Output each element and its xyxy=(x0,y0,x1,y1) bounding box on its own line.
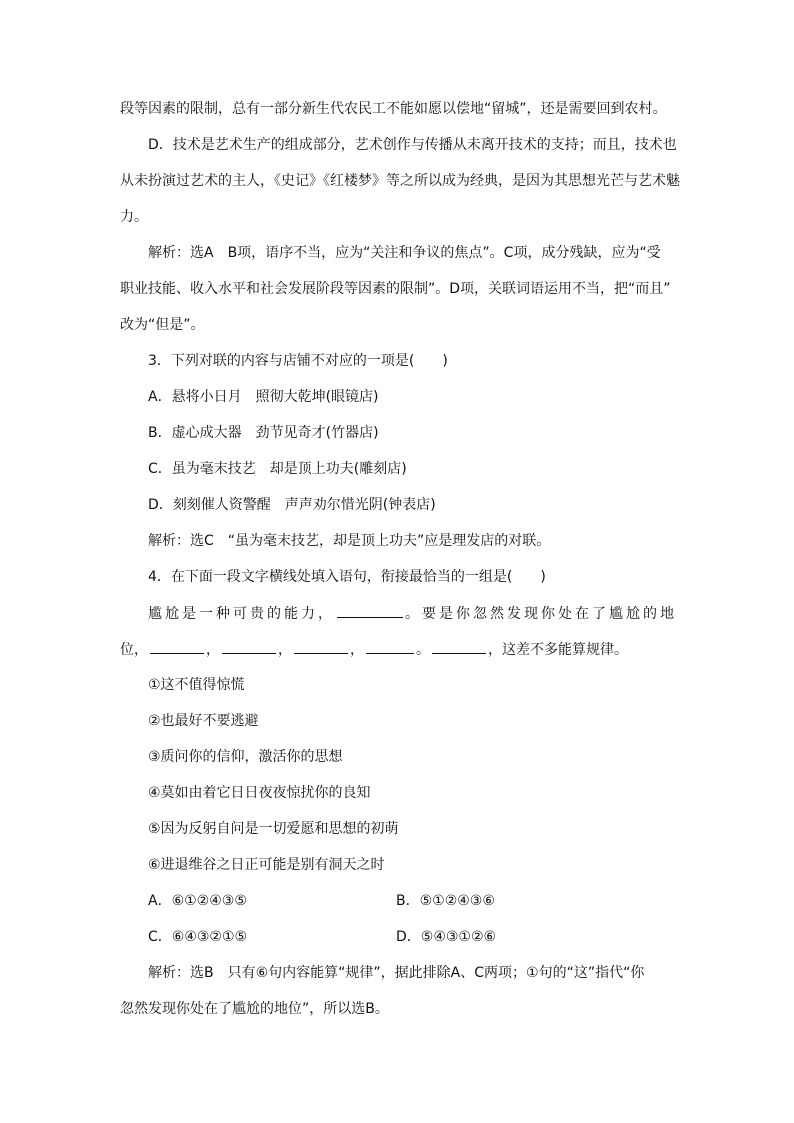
analysis-2-line-2: 职业技能、收入水平和社会发展阶段等因素的限制”。D项，关联词语运用不当，把“而且” xyxy=(120,281,671,297)
passage-text: 。要是你忽然发现你处在了尴尬的地 xyxy=(405,606,677,622)
passage-text: 尴尬是一种可贵的能力， xyxy=(148,606,335,622)
question-4-option-a: A．⑥①②④③⑤ xyxy=(148,893,247,909)
analysis-4-line-1: 解析：选B 只有⑥句内容能算“规律”，据此排除A、C两项；①句的“这”指代“你 xyxy=(148,965,645,981)
question-3-option-a: A．悬将小日月 照彻大乾坤(眼镜店) xyxy=(148,389,379,405)
question-4-passage-line-2 xyxy=(120,639,680,660)
question-3-option-b: B．虚心成大器 劲节见奇才(竹器店) xyxy=(148,425,379,441)
passage-text: ，这差不多能算规律。 xyxy=(488,642,628,658)
sentence-3: ③质问你的信仰，激活你的思想 xyxy=(148,749,343,765)
question-3-stem: 3．下列对联的内容与店铺不对应的一项是( ) xyxy=(148,353,448,369)
question-4-passage-line-1 xyxy=(148,603,680,624)
sentence-2: ②也最好不要逃避 xyxy=(148,713,259,729)
fill-blank xyxy=(294,639,348,654)
question-3-option-c: C．虽为毫末技艺 却是顶上功夫(雕刻店) xyxy=(148,461,407,477)
sentence-4: ④莫如由着它日日夜夜惊扰你的良知 xyxy=(148,785,371,801)
analysis-2-line-3: 改为“但是”。 xyxy=(120,317,205,333)
fill-blank xyxy=(150,639,204,654)
comma: ， xyxy=(278,642,292,658)
fill-blank xyxy=(222,639,276,654)
fill-blank xyxy=(366,639,414,654)
sentence-6: ⑥进退维谷之日正可能是别有洞天之时 xyxy=(148,857,385,873)
fill-blank xyxy=(432,639,486,654)
sentence-5: ⑤因为反躬自问是一切爱愿和思想的初萌 xyxy=(148,821,399,837)
question-3-option-d: D．刻刻催人资警醒 声声劝尔惜光阴(钟表店) xyxy=(148,497,436,513)
analysis-2-line-1: 解析：选A B项，语序不当，应为“关注和争议的焦点”。C项，成分残缺，应为“受 xyxy=(148,245,661,261)
question-4-stem: 4．在下面一段文字横线处填入语句，衔接最恰当的一组是( ) xyxy=(148,569,546,585)
option-d-line-1: D．技术是艺术生产的组成部分，艺术创作与传播从未离开技术的支持；而且，技术也 xyxy=(148,137,677,153)
question-4-options-row-2 xyxy=(148,927,680,947)
period: 。 xyxy=(416,642,430,658)
question-4-option-c: C．⑥④③②①⑤ xyxy=(148,929,248,945)
comma: ， xyxy=(206,642,220,658)
question-4-option-d: D．⑤④③①②⑥ xyxy=(396,929,497,945)
text-line: 段等因素的限制，总有一部分新生代农民工不能如愿以偿地“留城”，还是需要回到农村。 xyxy=(120,101,667,117)
question-4-option-b: B．⑤①②④③⑥ xyxy=(396,893,495,909)
analysis-4-line-2: 忽然发现你处在了尴尬的地位”，所以选B。 xyxy=(120,1001,389,1017)
passage-text: 位， xyxy=(120,642,148,658)
comma: ， xyxy=(350,642,364,658)
question-4-options-row-1 xyxy=(148,891,680,911)
option-d-line-2: 从未扮演过艺术的主人，《史记》《红楼梦》等之所以成为经典，是因为其思想光芒与艺术魅 xyxy=(120,173,680,189)
sentence-1: ①这不值得惊慌 xyxy=(148,677,245,693)
option-d-line-3: 力。 xyxy=(120,209,148,225)
fill-blank xyxy=(337,603,403,618)
analysis-3: 解析：选C “虽为毫末技艺，却是顶上功夫”应是理发店的对联。 xyxy=(148,533,551,549)
